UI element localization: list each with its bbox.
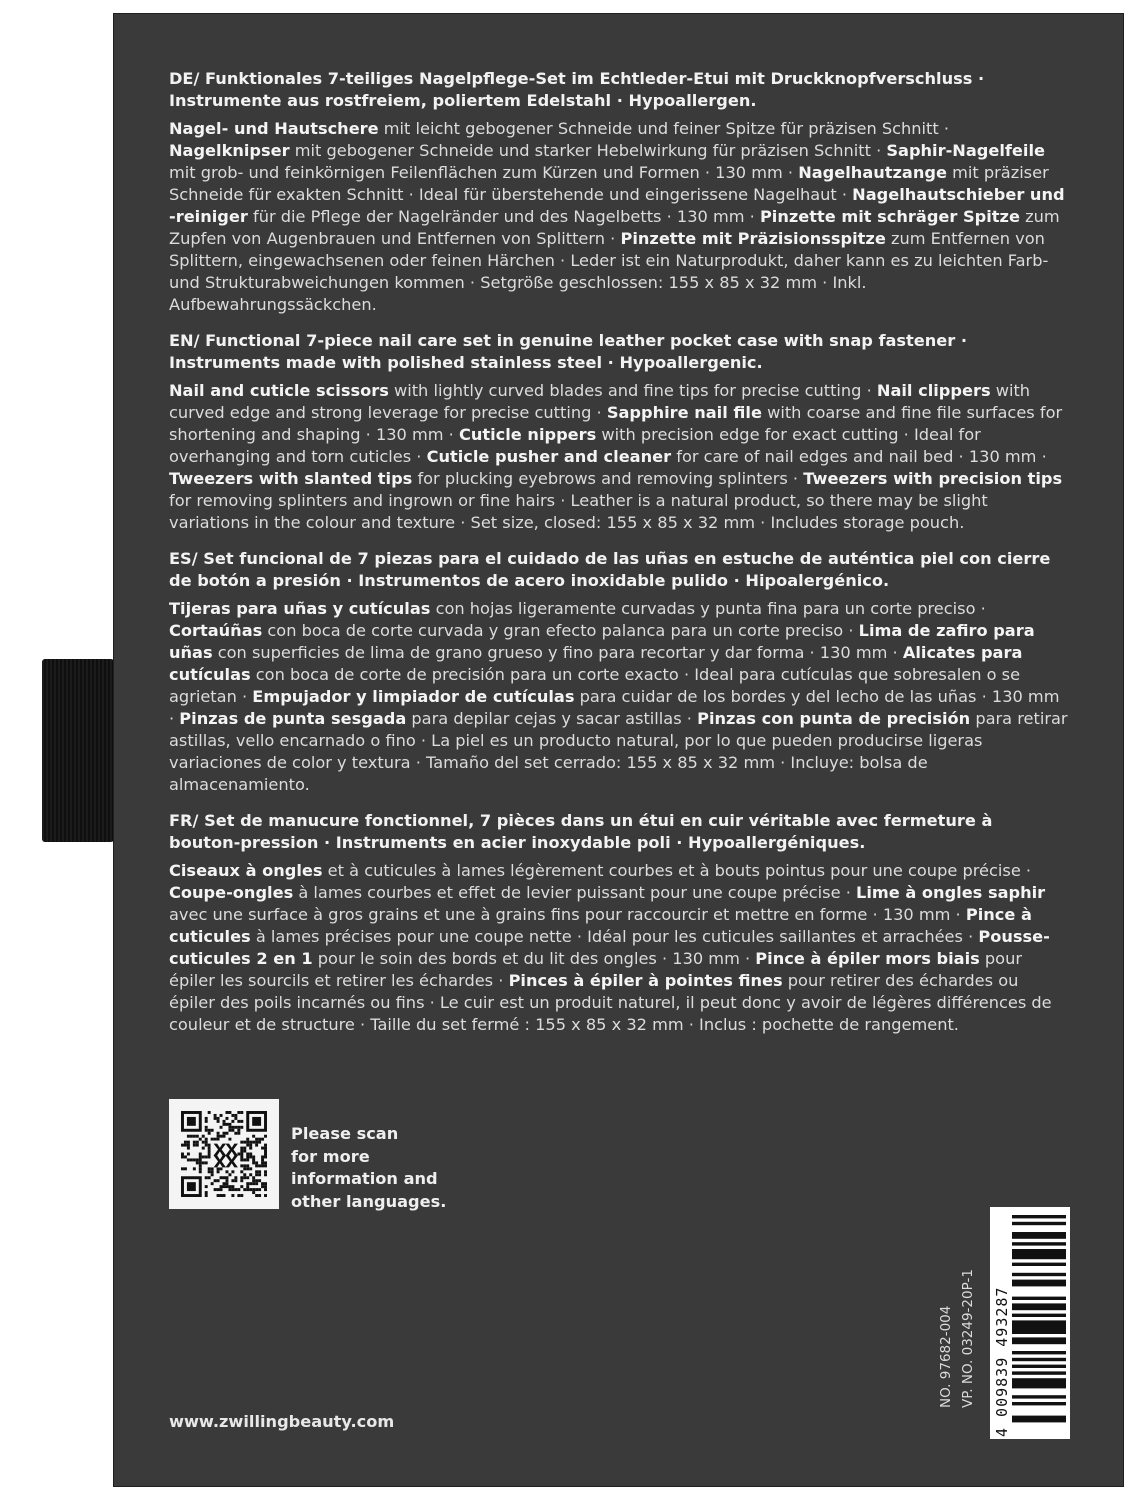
description-text: with lightly curved blades and fine tips for precise cutting ·: [388, 381, 877, 400]
instrument-name: Ciseaux à ongles: [169, 861, 323, 880]
product-codes: [932, 1236, 988, 1414]
instrument-name: Pousse-cuticules 2 en 1: [169, 927, 1050, 968]
description-text: mit gebogener Schneide und starker Hebelwirkung für präzisen Schnitt ·: [289, 141, 887, 160]
scan-line: Please scan: [291, 1124, 399, 1143]
description-text: für die Pflege der Nagelränder und des Nagelbetts · 130 mm ·: [247, 207, 760, 226]
instrument-name: Nagelknipser: [169, 141, 290, 160]
instrument-name: Coupe-ongles: [169, 883, 294, 902]
instrument-name: Cuticle nippers: [458, 425, 597, 444]
instrument-name: Tijeras para uñas y cutículas: [169, 599, 431, 618]
section-heading: FR/ Set de manucure fonctionnel, 7 pièces dans un étui en cuir véritable avec fermeture à bouton-pression · Instruments en acier inoxydable poli · Hypoallergéniques.: [169, 811, 993, 852]
description-text: with precision edge for exact cutting · Ideal for overhanging and torn cuticles ·: [169, 425, 981, 466]
language-section: [169, 68, 1069, 316]
language-section: [169, 548, 1069, 796]
description-text: mit leicht gebogener Schneide und feiner Spitze für präzisen Schnitt ·: [378, 119, 950, 138]
instrument-name: Nail and cuticle scissors: [169, 381, 389, 400]
instrument-name: Pinzette mit schräger Spitze: [759, 207, 1020, 226]
qr-code-pattern: [181, 1111, 267, 1197]
description-text: con boca de corte de precisión para un corte exacto · Ideal para cutículas que sobresalen o se agrietan ·: [169, 665, 1021, 706]
description-text: for plucking eyebrows and removing splinters ·: [412, 469, 804, 488]
instrument-name: Lime à ongles saphir: [856, 883, 1046, 902]
scan-line: information and: [291, 1169, 438, 1188]
instrument-name: Pince à cuticules: [169, 905, 1032, 946]
package-back-panel: [113, 13, 1124, 1487]
description-text: con superficies de lima de grano grueso y fino para recortar y dar forma · 130 mm ·: [212, 643, 903, 662]
description-text: para retirar astillas, vello encarnado o fino · La piel es un producto natural, por lo que pueden producirse ligeras variaciones de color y textura · Tamaño del set cerrado: 155 x 85 x 32 mm · Incluye: bolsa de almacenamiento.: [169, 709, 1068, 794]
instrument-name: Tweezers with slanted tips: [169, 469, 413, 488]
instrument-name: Pinces à épiler à pointes fines: [508, 971, 783, 990]
description-text: for care of nail edges and nail bed · 130 mm ·: [671, 447, 1047, 466]
section-heading: ES/ Set funcional de 7 piezas para el cuidado de las uñas en estuche de auténtica piel con cierre de botón a presión · Instrumentos de acero inoxidable pulido · Hipoalergénico.: [169, 549, 1051, 590]
instrument-name: Nagelhautzange: [798, 163, 947, 182]
article-number: NO. 97682-004: [938, 1305, 954, 1408]
description-text: con hojas ligeramente curvadas y punta fina para un corte preciso ·: [430, 599, 986, 618]
instrument-name: Pinzette mit Präzisionsspitze: [620, 229, 886, 248]
description-text: à lames courbes et effet de levier puissant pour une coupe précise ·: [293, 883, 857, 902]
language-section: [169, 330, 1069, 534]
description-text: with coarse and fine file surfaces for shortening and shaping · 130 mm ·: [169, 403, 1063, 444]
section-body: [169, 860, 1069, 1036]
description-text: et à cuticules à lames légèrement courbes et à bouts pointus pour une coupe précise ·: [322, 861, 1032, 880]
description-text: pour épiler les sourcils et retirer les échardes ·: [169, 949, 1022, 990]
instrument-name: Nagelhautschieber und -reiniger: [169, 185, 1065, 226]
qr-code[interactable]: [169, 1099, 279, 1209]
scan-line: for more: [291, 1146, 370, 1166]
description-text: avec une surface à gros grains et une à grains fins pour raccourcir et mettre en forme · 130 mm ·: [169, 905, 966, 924]
instrument-name: Nail clippers: [876, 381, 991, 400]
section-body: [169, 118, 1069, 316]
instrument-name: Cortaúñas: [169, 621, 263, 640]
instrument-name: Pinzas con punta de precisión: [697, 709, 971, 728]
ean-barcode: [990, 1207, 1070, 1439]
instrument-name: Saphir-Nagelfeile: [886, 141, 1045, 160]
scan-line: other languages.: [291, 1191, 447, 1211]
section-heading: DE/ Funktionales 7-teiliges Nagelpflege-Set im Echtleder-Etui mit Druckknopfverschluss · Instrumente aus rostfreiem, poliertem Edelstahl · Hypoallergen.: [169, 69, 985, 110]
instrument-name: Tweezers with precision tips: [803, 469, 1063, 488]
description-text: para depilar cejas y sacar astillas ·: [406, 709, 698, 728]
instrument-name: Alicates para cutículas: [169, 643, 1023, 684]
instrument-name: Cuticle pusher and cleaner: [426, 447, 672, 466]
description-text: mit präziser Schneide für exakten Schnitt · Ideal für überstehende und eingerissene Nagelhaut ·: [169, 163, 1049, 204]
section-heading: EN/ Functional 7-piece nail care set in genuine leather pocket case with snap fastener · Instruments made with polished stainless steel · Hypoallergenic.: [169, 331, 968, 372]
elastic-strap: [42, 659, 114, 842]
instrument-name: Sapphire nail file: [606, 403, 762, 422]
instrument-name: Empujador y limpiador de cutículas: [252, 687, 575, 706]
instrument-name: Pince à épiler mors biais: [755, 949, 980, 968]
vp-number: VP. NO. 03249-20P-1: [960, 1269, 976, 1408]
description-text: con boca de corte curvada y gran efecto palanca para un corte preciso ·: [262, 621, 859, 640]
instrument-name: Pinzas de punta sesgada: [179, 709, 407, 728]
product-description: [169, 68, 1069, 1050]
description-text: zum Zupfen von Augenbrauen und Entfernen von Splittern ·: [169, 207, 1060, 248]
description-text: with curved edge and strong leverage for precise cutting ·: [169, 381, 1031, 422]
description-text: à lames précises pour une coupe nette · Idéal pour les cuticules saillantes et arrachées ·: [250, 927, 979, 946]
section-body: [169, 380, 1069, 534]
website-url[interactable]: www.zwillingbeauty.com: [169, 1412, 395, 1431]
instrument-name: Nagel- und Hautschere: [169, 119, 379, 138]
description-text: zum Entfernen von Splittern, eingewachsenen oder feinen Härchen · Leder ist ein Naturprodukt, daher kann es zu leichten Farb- und Strukturabweichungen kommen · Setgröße geschlossen: 155 x 85 x 32 mm · Inkl. Aufbewahrungssäckchen.: [169, 229, 1049, 314]
description-text: for removing splinters and ingrown or fine hairs · Leather is a natural product, so there may be slight variations in the colour and texture · Set size, closed: 155 x 85 x 32 mm · Includes storage pouch.: [169, 491, 988, 532]
language-section: [169, 810, 1069, 1036]
description-text: pour le soin des bords et du lit des ongles · 130 mm ·: [312, 949, 756, 968]
scan-instruction: [291, 1123, 491, 1213]
description-text: mit grob- und feinkörnigen Feilenflächen zum Kürzen und Formen · 130 mm ·: [169, 163, 799, 182]
description-text: para cuidar de los bordes y del lecho de las uñas · 130 mm ·: [169, 687, 1060, 728]
section-body: [169, 598, 1069, 796]
description-text: pour retirer des échardes ou épiler des poils incarnés ou fins · Le cuir est un produit naturel, il peut donc y avoir de légères différences de couleur et de structure · Taille du set fermé : 155 x 85 x 32 mm · Inclus : pochette de rangement.: [169, 971, 1052, 1034]
barcode-number: 4 009839 493287: [993, 1286, 1011, 1437]
instrument-name: Lima de zafiro para uñas: [169, 621, 1035, 662]
